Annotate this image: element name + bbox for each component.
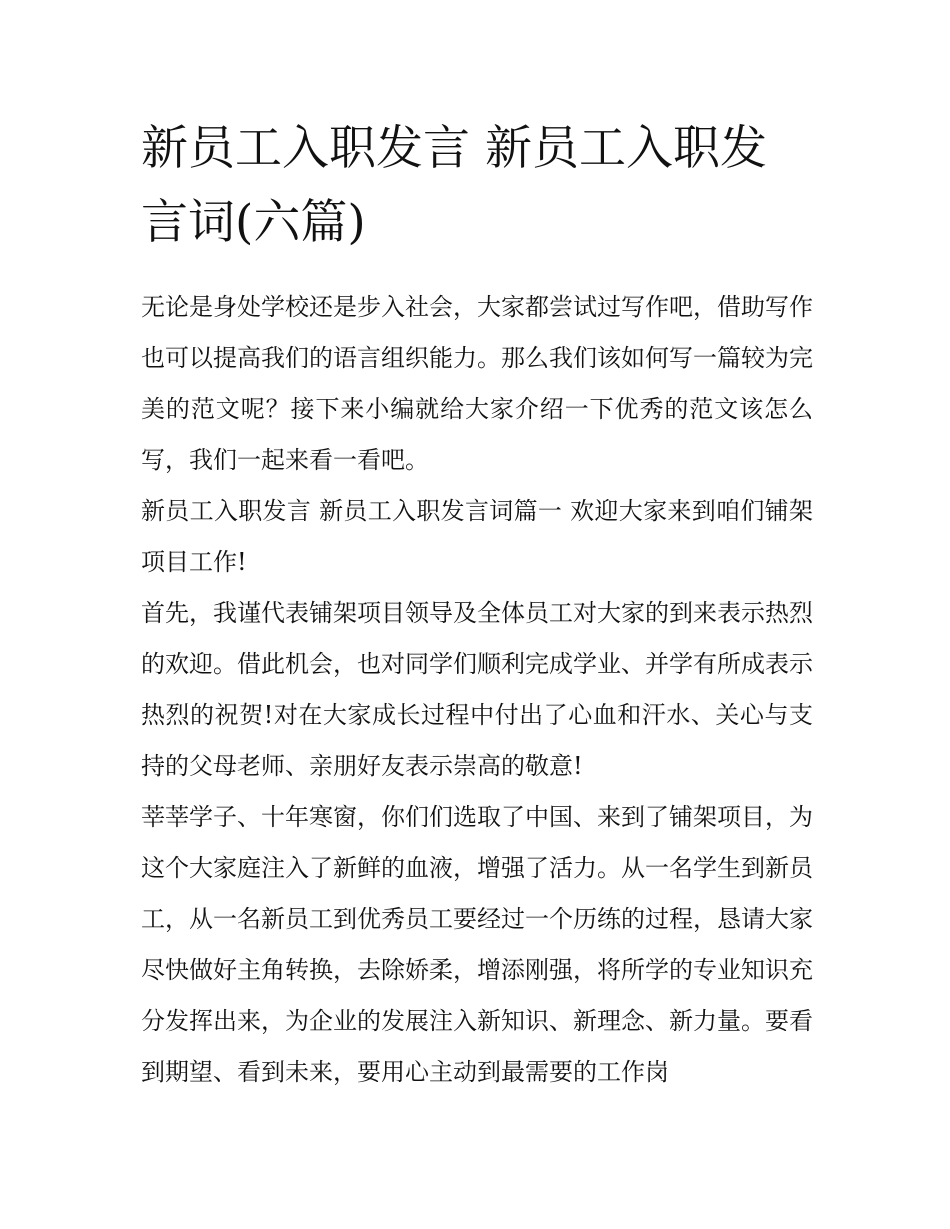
- document-title: 新员工入职发言 新员工入职发言词(六篇): [141, 121, 767, 250]
- paragraph-encouragement: 莘莘学子、十年寒窗，你们们选取了中国、来到了铺架项目，为这个大家庭注入了新鲜的血液，增强了活力。从一名学生到新员工，从一名新员工到优秀员工要经过一个历练的过程，恳请大家尽快做好主角转换，去除娇柔，增添刚强，将所学的专业知识充分发挥出来，为企业的发展注入新知识、新理念、新力量。要看到期望、看到未来，要用心主动到最需要的工作岗: [141, 803, 813, 1086]
- document-body: [141, 282, 813, 1098]
- paragraph-greeting: 首先，我谨代表铺架项目领导及全体员工对大家的到来表示热烈的欢迎。借此机会，也对同学们顺利完成学业、并学有所成表示热烈的祝贺!对在大家成长过程中付出了心血和汗水、关心与支持的父母老师、亲朋好友表示崇高的敬意!: [141, 599, 813, 780]
- document-page: [141, 112, 813, 1098]
- paragraph-intro: 无论是身处学校还是步入社会，大家都尝试过写作吧，借助写作也可以提高我们的语言组织能力。那么我们该如何写一篇较为完美的范文呢？接下来小编就给大家介绍一下优秀的范文该怎么写，我们一起来看一看吧。: [141, 293, 813, 474]
- paragraph-welcome: 新员工入职发言 新员工入职发言词篇一 欢迎大家来到咱们铺架项目工作!: [141, 497, 813, 576]
